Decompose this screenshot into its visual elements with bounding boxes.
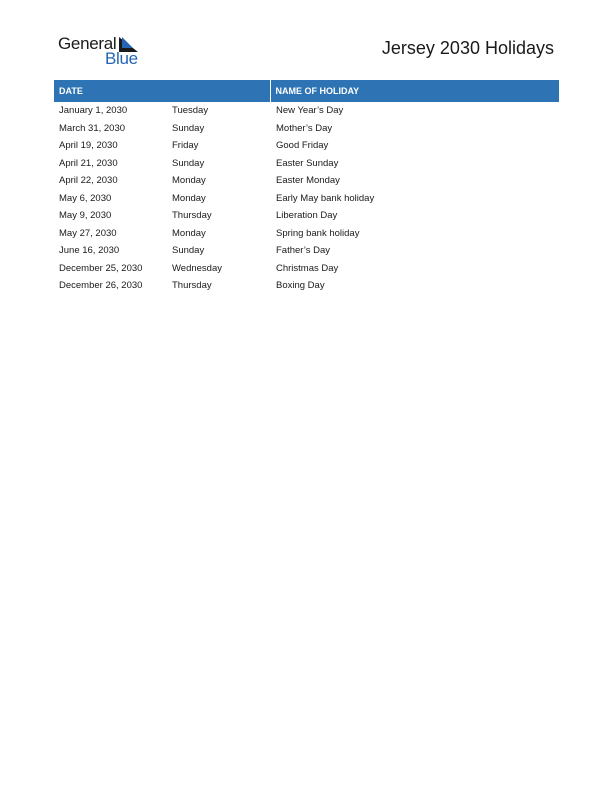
weekday-cell: Sunday <box>172 157 205 169</box>
holiday-rows <box>54 102 559 295</box>
page-title: Jersey 2030 Holidays <box>381 38 554 58</box>
table-row <box>54 260 559 278</box>
weekday-cell: Thursday <box>172 280 212 292</box>
weekday-cell: Wednesday <box>172 262 222 274</box>
date-cell: May 9, 2030 <box>59 210 112 222</box>
holiday-table <box>54 80 559 295</box>
table-row <box>54 207 559 225</box>
table-row <box>54 225 559 243</box>
table-row <box>54 155 559 173</box>
holiday-name-column-header: NAME OF HOLIDAY <box>270 80 559 102</box>
weekday-cell: Friday <box>172 140 199 152</box>
holiday-name-cell: Easter Monday <box>276 175 340 187</box>
date-cell: April 19, 2030 <box>59 140 118 152</box>
date-cell: December 26, 2030 <box>59 280 143 292</box>
table-row <box>54 120 559 138</box>
weekday-cell: Monday <box>172 192 206 204</box>
weekday-cell: Sunday <box>172 122 205 134</box>
holiday-name-cell: Spring bank holiday <box>276 227 360 239</box>
date-cell: December 25, 2030 <box>59 262 143 274</box>
table-row <box>54 172 559 190</box>
date-cell: May 27, 2030 <box>59 227 117 239</box>
holiday-name-cell: Father’s Day <box>276 245 331 257</box>
holiday-name-cell: Mother’s Day <box>276 122 333 134</box>
weekday-cell: Sunday <box>172 245 205 257</box>
holiday-name-cell: Boxing Day <box>276 280 325 292</box>
date-cell: January 1, 2030 <box>59 105 128 117</box>
date-cell: April 22, 2030 <box>59 175 118 187</box>
weekday-cell: Monday <box>172 175 206 187</box>
weekday-cell: Tuesday <box>172 105 209 117</box>
table-row <box>54 190 559 208</box>
holiday-name-cell: Early May bank holiday <box>276 192 375 204</box>
generalblue-logo <box>58 34 148 68</box>
table-row <box>54 277 559 295</box>
date-column-header: DATE <box>54 80 270 102</box>
holiday-name-cell: Easter Sunday <box>276 157 339 169</box>
table-row <box>54 242 559 260</box>
holiday-name-cell: Christmas Day <box>276 262 339 274</box>
date-cell: May 6, 2030 <box>59 192 112 204</box>
date-cell: April 21, 2030 <box>59 157 118 169</box>
table-row <box>54 137 559 155</box>
date-cell: March 31, 2030 <box>59 122 126 134</box>
weekday-cell: Thursday <box>172 210 212 222</box>
logo-text-general: General <box>58 34 117 53</box>
date-cell: June 16, 2030 <box>59 245 120 257</box>
holiday-name-cell: New Year’s Day <box>276 105 344 117</box>
holiday-name-cell: Good Friday <box>276 140 329 152</box>
table-row <box>54 102 559 120</box>
table-header-row <box>54 80 559 102</box>
holiday-name-cell: Liberation Day <box>276 210 338 222</box>
weekday-cell: Monday <box>172 227 206 239</box>
logo-text-blue: Blue <box>105 49 138 68</box>
